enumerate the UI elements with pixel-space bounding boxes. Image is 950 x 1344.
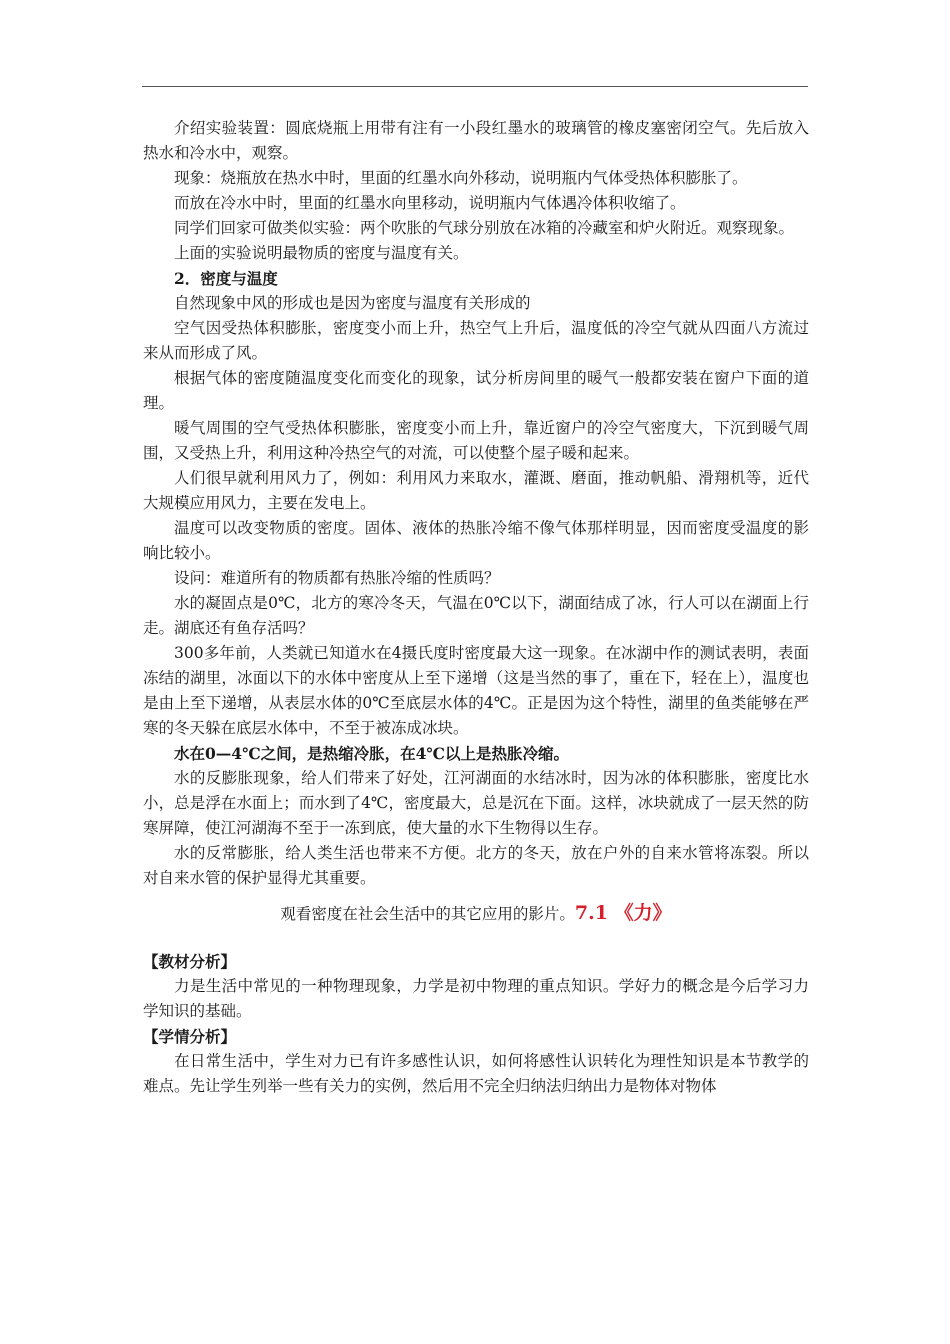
paragraph: 根据气体的密度随温度变化而变化的现象，试分析房间里的暖气一般都安装在窗户下面的道理。	[143, 369, 809, 412]
paragraph: 暖气周围的空气受热体积膨胀，密度变小而上升，靠近窗户的冷空气密度大，下沉到暖气周围，又受热上升，利用这种冷热空气的对流，可以使整个屋子暖和起来。	[143, 419, 809, 462]
paragraph: 水的反膨胀现象，给人们带来了好处，江河湖面的水结冰时，因为冰的体积膨胀，密度比水小，总是浮在水面上；而水到了4℃，密度最大，总是沉在下面。这样，冰块就成了一层天然的防寒屏障，使江河湖海不至于一冻到底，使大量的水下生物得以生存。	[143, 769, 809, 837]
paragraph: 设问：难道所有的物质都有热胀冷缩的性质吗？	[174, 569, 500, 587]
closing-line	[143, 901, 809, 927]
paragraph: 自然现象中风的形成也是因为密度与温度有关形成的	[174, 294, 531, 312]
material-analysis-heading: 【教材分析】	[143, 952, 237, 971]
paragraph: 人们很早就利用风力了，例如：利用风力来取水，灌溉、磨面，推动帆船、滑翔机等，近代大规模应用风力，主要在发电上。	[143, 469, 809, 512]
section-heading: 2．密度与温度	[174, 269, 278, 288]
paragraph: 空气因受热体积膨胀，密度变小而上升，热空气上升后，温度低的冷空气就从四面八方流过来从而形成了风。	[143, 319, 809, 362]
paragraph: 现象：烧瓶放在热水中时，里面的红墨水向外移动，说明瓶内气体受热体积膨胀了。	[174, 169, 748, 187]
paragraph: 300多年前，人类就已知道水在4摄氏度时密度最大这一现象。在冰湖中作的测试表明，表面冻结的湖里，冰面以下的水体中密度从上至下递增（这是当然的事了，重在下，轻在上），温度也是由上至下递增，从表层水体的0℃至底层水体的4℃。正是因为这个特性，湖里的鱼类能够在严寒的冬天躲在底层水体中，不至于被冻成冰块。	[143, 644, 809, 737]
document-body	[143, 116, 809, 1099]
paragraph: 介绍实验装置：圆底烧瓶上用带有注有一小段红墨水的玻璃管的橡皮塞密闭空气。先后放入热水和冷水中，观察。	[143, 119, 809, 162]
student-analysis-text: 在日常生活中，学生对力已有许多感性认识，如何将感性认识转化为理性知识是本节教学的难点。先让学生列举一些有关力的实例，然后用不完全归纳法归纳出力是物体对物体	[143, 1052, 809, 1095]
paragraph: 水的凝固点是0℃，北方的寒冷冬天，气温在0℃以下，湖面结成了冰，行人可以在湖面上行走。湖底还有鱼存活吗？	[143, 594, 809, 637]
paragraph: 水的反常膨胀，给人类生活也带来不方便。北方的冬天，放在户外的自来水管将冻裂。所以对自来水管的保护显得尤其重要。	[143, 844, 809, 887]
paragraph: 而放在冷水中时，里面的红墨水向里移动，说明瓶内气体遇冷体积收缩了。	[174, 194, 686, 212]
student-analysis-heading: 【学情分析】	[143, 1027, 237, 1046]
paragraph: 温度可以改变物质的密度。固体、液体的热胀冷缩不像气体那样明显，因而密度受温度的影响比较小。	[143, 519, 809, 562]
lesson-title: 7.1 《力》	[574, 902, 672, 924]
material-analysis-text: 力是生活中常见的一种物理现象，力学是初中物理的重点知识。学好力的概念是今后学习力学知识的基础。	[143, 977, 809, 1020]
paragraph: 同学们回家可做类似实验：两个吹胀的气球分别放在冰箱的冷藏室和炉火附近。观察现象。	[174, 219, 795, 237]
closing-text: 观看密度在社会生活中的其它应用的影片。	[280, 905, 575, 923]
header-rule	[142, 86, 808, 87]
bold-statement: 水在0—4℃之间，是热缩冷胀，在4℃以上是热胀冷缩。	[174, 744, 570, 763]
paragraph: 上面的实验说明最物质的密度与温度有关。	[174, 244, 469, 262]
